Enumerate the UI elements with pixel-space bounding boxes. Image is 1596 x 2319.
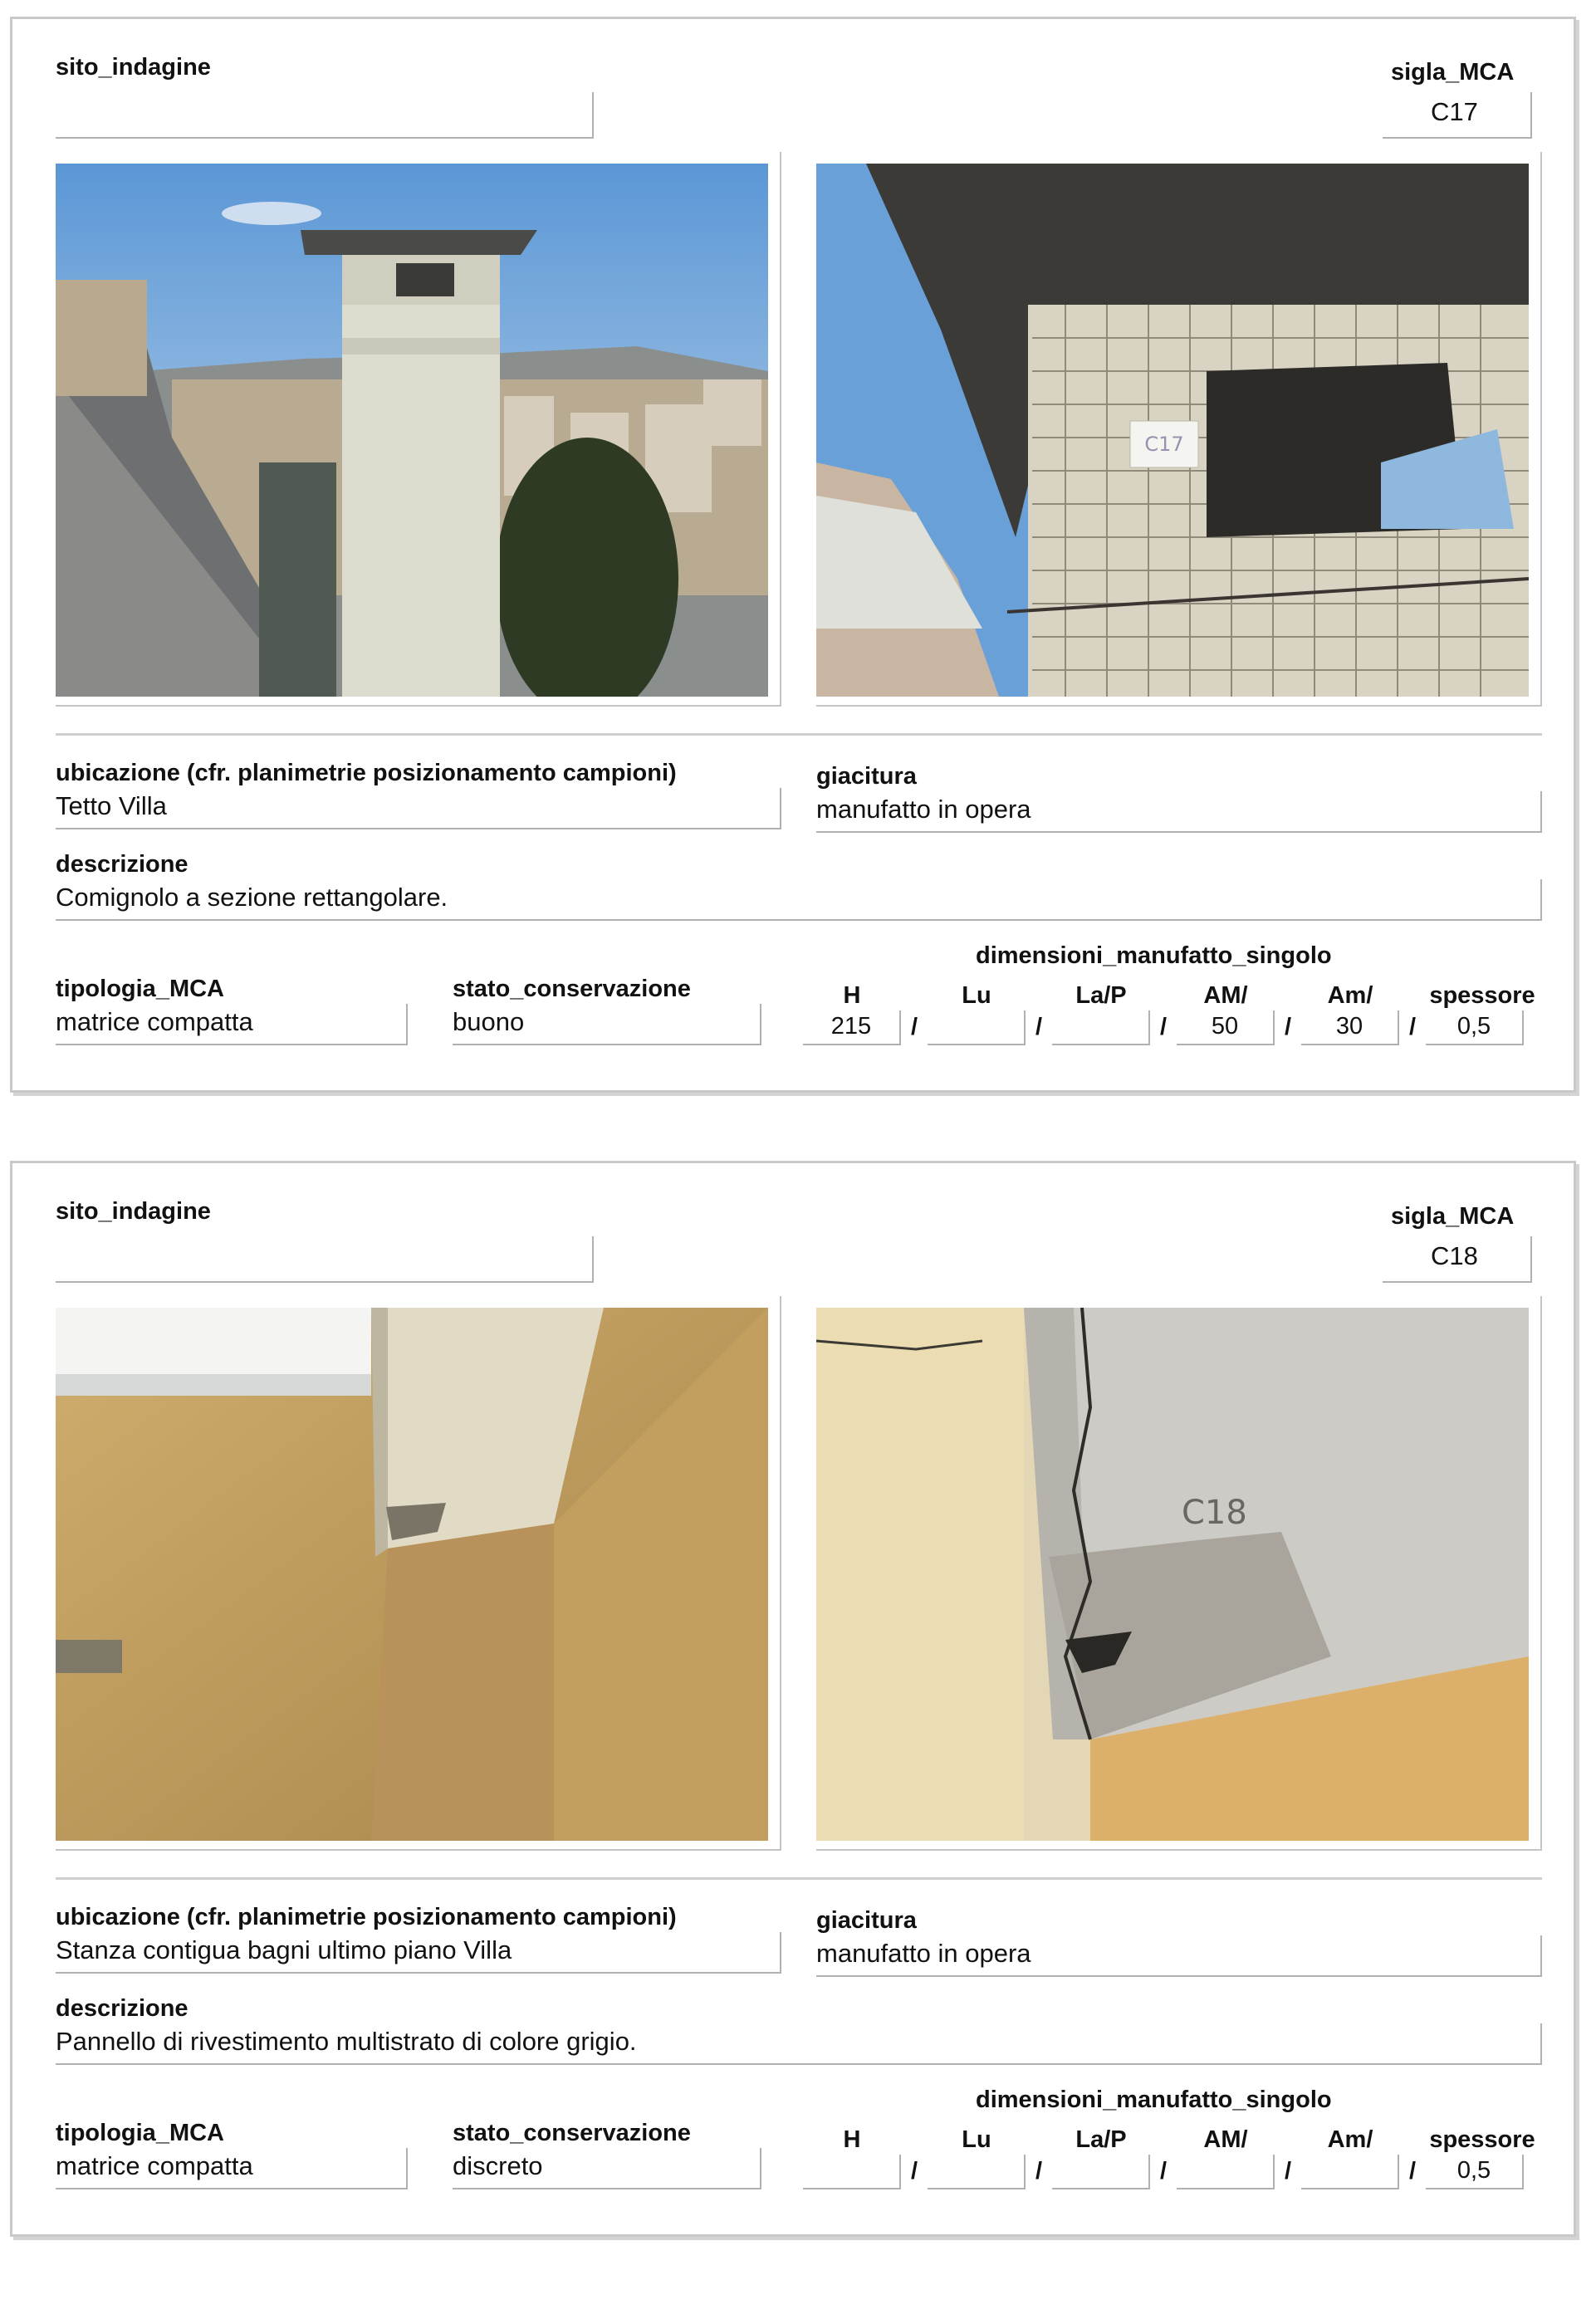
dim-value-spessore[interactable]: 0,5 <box>1426 2155 1524 2189</box>
dim-header-lu: Lu <box>962 982 991 1009</box>
dim-header-spessore: spessore <box>1429 2126 1535 2153</box>
dim-header-am-major: AM/ <box>1203 2126 1248 2153</box>
sample-tag-text: C17 <box>1144 433 1184 456</box>
tipologia-field[interactable] <box>56 2148 408 2189</box>
descrizione-value: Comignolo a sezione rettangolare. <box>56 883 448 912</box>
tipologia-label: tipologia_MCA <box>56 976 224 1002</box>
sigla-mca-label: sigla_MCA <box>1391 1203 1515 1230</box>
dim-header-h: H <box>843 982 861 1009</box>
dim-value-spessore[interactable]: 0,5 <box>1426 1010 1524 1045</box>
dim-value-h[interactable] <box>803 2155 901 2189</box>
ubicazione-field[interactable] <box>56 1932 781 1974</box>
dim-header-am-minor: Am/ <box>1327 2126 1373 2153</box>
dim-separator: / <box>911 1014 918 1040</box>
giacitura-field[interactable] <box>816 1935 1542 1977</box>
ubicazione-value: Stanza contigua bagni ultimo piano Villa <box>56 1935 512 1964</box>
descrizione-field[interactable] <box>56 2023 1542 2065</box>
sigla-mca-field[interactable] <box>1383 1236 1532 1283</box>
dimensioni-label: dimensioni_manufatto_singolo <box>976 2087 1332 2113</box>
stato-label: stato_conservazione <box>453 2120 691 2146</box>
photo-chimney-roof <box>56 164 768 697</box>
sample-card-c17 <box>10 17 1576 1093</box>
dim-value-h[interactable]: 215 <box>803 1010 901 1045</box>
stato-value: discreto <box>453 2151 543 2180</box>
descrizione-value: Pannello di rivestimento multistrato di colore grigio. <box>56 2027 637 2056</box>
sigla-mca-value: C18 <box>1431 1241 1478 1270</box>
dim-value-lu[interactable] <box>928 1010 1026 1045</box>
dim-header-la: La/P <box>1075 982 1127 1009</box>
dim-separator: / <box>1035 2158 1043 2184</box>
divider <box>56 1877 1542 1880</box>
photo-crack-detail <box>816 1308 1529 1841</box>
divider <box>56 733 1542 736</box>
ubicazione-field[interactable] <box>56 788 781 829</box>
dim-separator: / <box>1285 2158 1292 2184</box>
dim-value-la[interactable] <box>1052 2155 1150 2189</box>
ubicazione-value: Tetto Villa <box>56 791 167 820</box>
sito-indagine-label: sito_indagine <box>56 54 211 81</box>
sigla-mca-label: sigla_MCA <box>1391 59 1515 86</box>
giacitura-label: giacitura <box>816 763 917 790</box>
stato-value: buono <box>453 1007 525 1036</box>
dim-header-la: La/P <box>1075 2126 1127 2153</box>
sigla-mca-field[interactable] <box>1383 92 1532 139</box>
descrizione-label: descrizione <box>56 1995 188 2022</box>
photo-chimney-detail <box>816 164 1529 697</box>
dim-separator: / <box>911 2158 918 2184</box>
dim-value-am-minor[interactable] <box>1301 2155 1399 2189</box>
dim-separator: / <box>1409 2158 1417 2184</box>
tipologia-value: matrice compatta <box>56 2151 253 2180</box>
dim-header-h: H <box>843 2126 861 2153</box>
dim-value-am-minor[interactable]: 30 <box>1301 1010 1399 1045</box>
dim-value-la[interactable] <box>1052 1010 1150 1045</box>
sample-card-c18 <box>10 1161 1576 2237</box>
tipologia-label: tipologia_MCA <box>56 2120 224 2146</box>
giacitura-value: manufatto in opera <box>816 795 1031 824</box>
tipologia-field[interactable] <box>56 1004 408 1045</box>
dim-separator: / <box>1160 2158 1168 2184</box>
ubicazione-label: ubicazione (cfr. planimetrie posizionamento campioni) <box>56 760 677 786</box>
descrizione-label: descrizione <box>56 851 188 878</box>
tipologia-value: matrice compatta <box>56 1007 253 1036</box>
dim-value-am-major[interactable]: 50 <box>1177 1010 1275 1045</box>
stato-label: stato_conservazione <box>453 976 691 1002</box>
dim-value-am-major[interactable] <box>1177 2155 1275 2189</box>
dim-header-spessore: spessore <box>1429 982 1535 1009</box>
stato-field[interactable] <box>453 1004 761 1045</box>
ubicazione-label: ubicazione (cfr. planimetrie posizionamento campioni) <box>56 1904 677 1930</box>
dim-separator: / <box>1285 1014 1292 1040</box>
dim-value-lu[interactable] <box>928 2155 1026 2189</box>
giacitura-field[interactable] <box>816 791 1542 833</box>
dim-separator: / <box>1409 1014 1417 1040</box>
sigla-mca-value: C17 <box>1431 97 1478 126</box>
dim-header-am-major: AM/ <box>1203 982 1248 1009</box>
sample-tag-text: C18 <box>1182 1494 1247 1532</box>
dimensioni-label: dimensioni_manufatto_singolo <box>976 942 1332 969</box>
descrizione-field[interactable] <box>56 879 1542 921</box>
sito-indagine-label: sito_indagine <box>56 1198 211 1225</box>
giacitura-label: giacitura <box>816 1907 917 1934</box>
giacitura-value: manufatto in opera <box>816 1939 1031 1968</box>
dim-separator: / <box>1035 1014 1043 1040</box>
dim-separator: / <box>1160 1014 1168 1040</box>
sito-indagine-field[interactable] <box>56 92 594 139</box>
stato-field[interactable] <box>453 2148 761 2189</box>
dim-header-lu: Lu <box>962 2126 991 2153</box>
sito-indagine-field[interactable] <box>56 1236 594 1283</box>
dim-header-am-minor: Am/ <box>1327 982 1373 1009</box>
photo-interior-wall <box>56 1308 768 1841</box>
